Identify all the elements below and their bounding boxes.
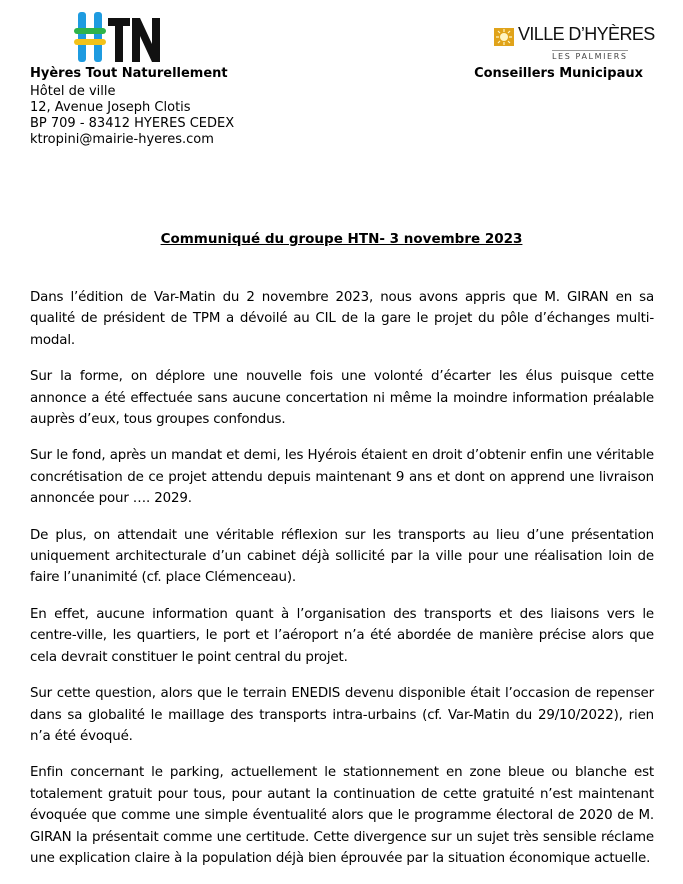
document-body — [30, 287, 654, 884]
document-title: Communiqué du groupe HTN- 3 novembre 2023 — [160, 231, 523, 247]
paragraph: Dans l’édition de Var-Matin du 2 novembre 2023, nous avons appris que M. GIRAN en sa qualité de président de TPM a dévoilé au CIL de la gare le projet du pôle d’échanges multi-modal. — [30, 290, 654, 348]
paragraph: Sur le fond, après un mandat et demi, les Hyérois étaient en droit d’obtenir enfin une véritable concrétisation de ce projet attendu depuis maintenant 9 ans et dont on apprend une livraison annoncée pour …. 2029. — [30, 448, 654, 507]
address-line-1: Hôtel de ville — [30, 84, 116, 99]
conseillers-label: Conseillers Municipaux — [474, 66, 643, 81]
address-line-2: 12, Avenue Joseph Clotis — [30, 100, 191, 115]
paragraph: Sur la forme, on déplore une nouvelle fois une volonté d’écarter les élus puisque cette annonce a été effectuée sans aucune concertation ni même la moindre information préalable auprès d’eux, tous groupes confondus. — [30, 369, 654, 428]
paragraph: En effet, aucune information quant à l’organisation des transports et des liaisons vers le centre-ville, les quartiers, le port et l’aéroport n’a été abordée de manière précise alors que cela devrait constituer le point central du projet. — [30, 606, 654, 665]
letterhead — [0, 0, 683, 160]
htn-logo — [72, 8, 164, 66]
paragraph: Enfin concernant le parking, actuellement le stationnement en zone bleue ou blanche est totalement gratuit pour tous, pour autant la continuation de cette gratuité n’est maintenant évoquée que comme une simple éventualité alors que le programme électoral de 2020 de M. GIRAN la présentait comme une certitude. Cette divergence sur un sujet très sensible réclame une explication claire à la population déjà bien éprouvée par la situation économique actuelle. — [30, 765, 654, 866]
address-line-3: BP 709 - 83412 HYERES CEDEX — [30, 116, 235, 131]
sun-palm-icon — [494, 28, 514, 46]
paragraph: Sur cette question, alors que le terrain ENEDIS devenu disponible était l’occasion de repenser dans sa globalité le maillage des transports intra-urbains (cf. Var-Matin du 29/10/2022), rien n’a été évoqué. — [30, 686, 654, 744]
ville-logo-subtitle: LES PALMIERS — [552, 52, 628, 61]
ville-logo-title: VILLE D’HYÈRES — [518, 24, 655, 44]
organization-name: Hyères Tout Naturellement — [30, 66, 228, 81]
paragraph: De plus, on attendait une véritable réflexion sur les transports au lieu d’une présentation uniquement architecturale d’un cabinet déjà sollicité par la ville pour une réalisation loin de faire l’unanimité (cf. place Clémenceau). — [30, 527, 654, 586]
email-address: ktropini@mairie-hyeres.com — [30, 132, 214, 147]
ville-hyeres-logo — [494, 24, 655, 64]
